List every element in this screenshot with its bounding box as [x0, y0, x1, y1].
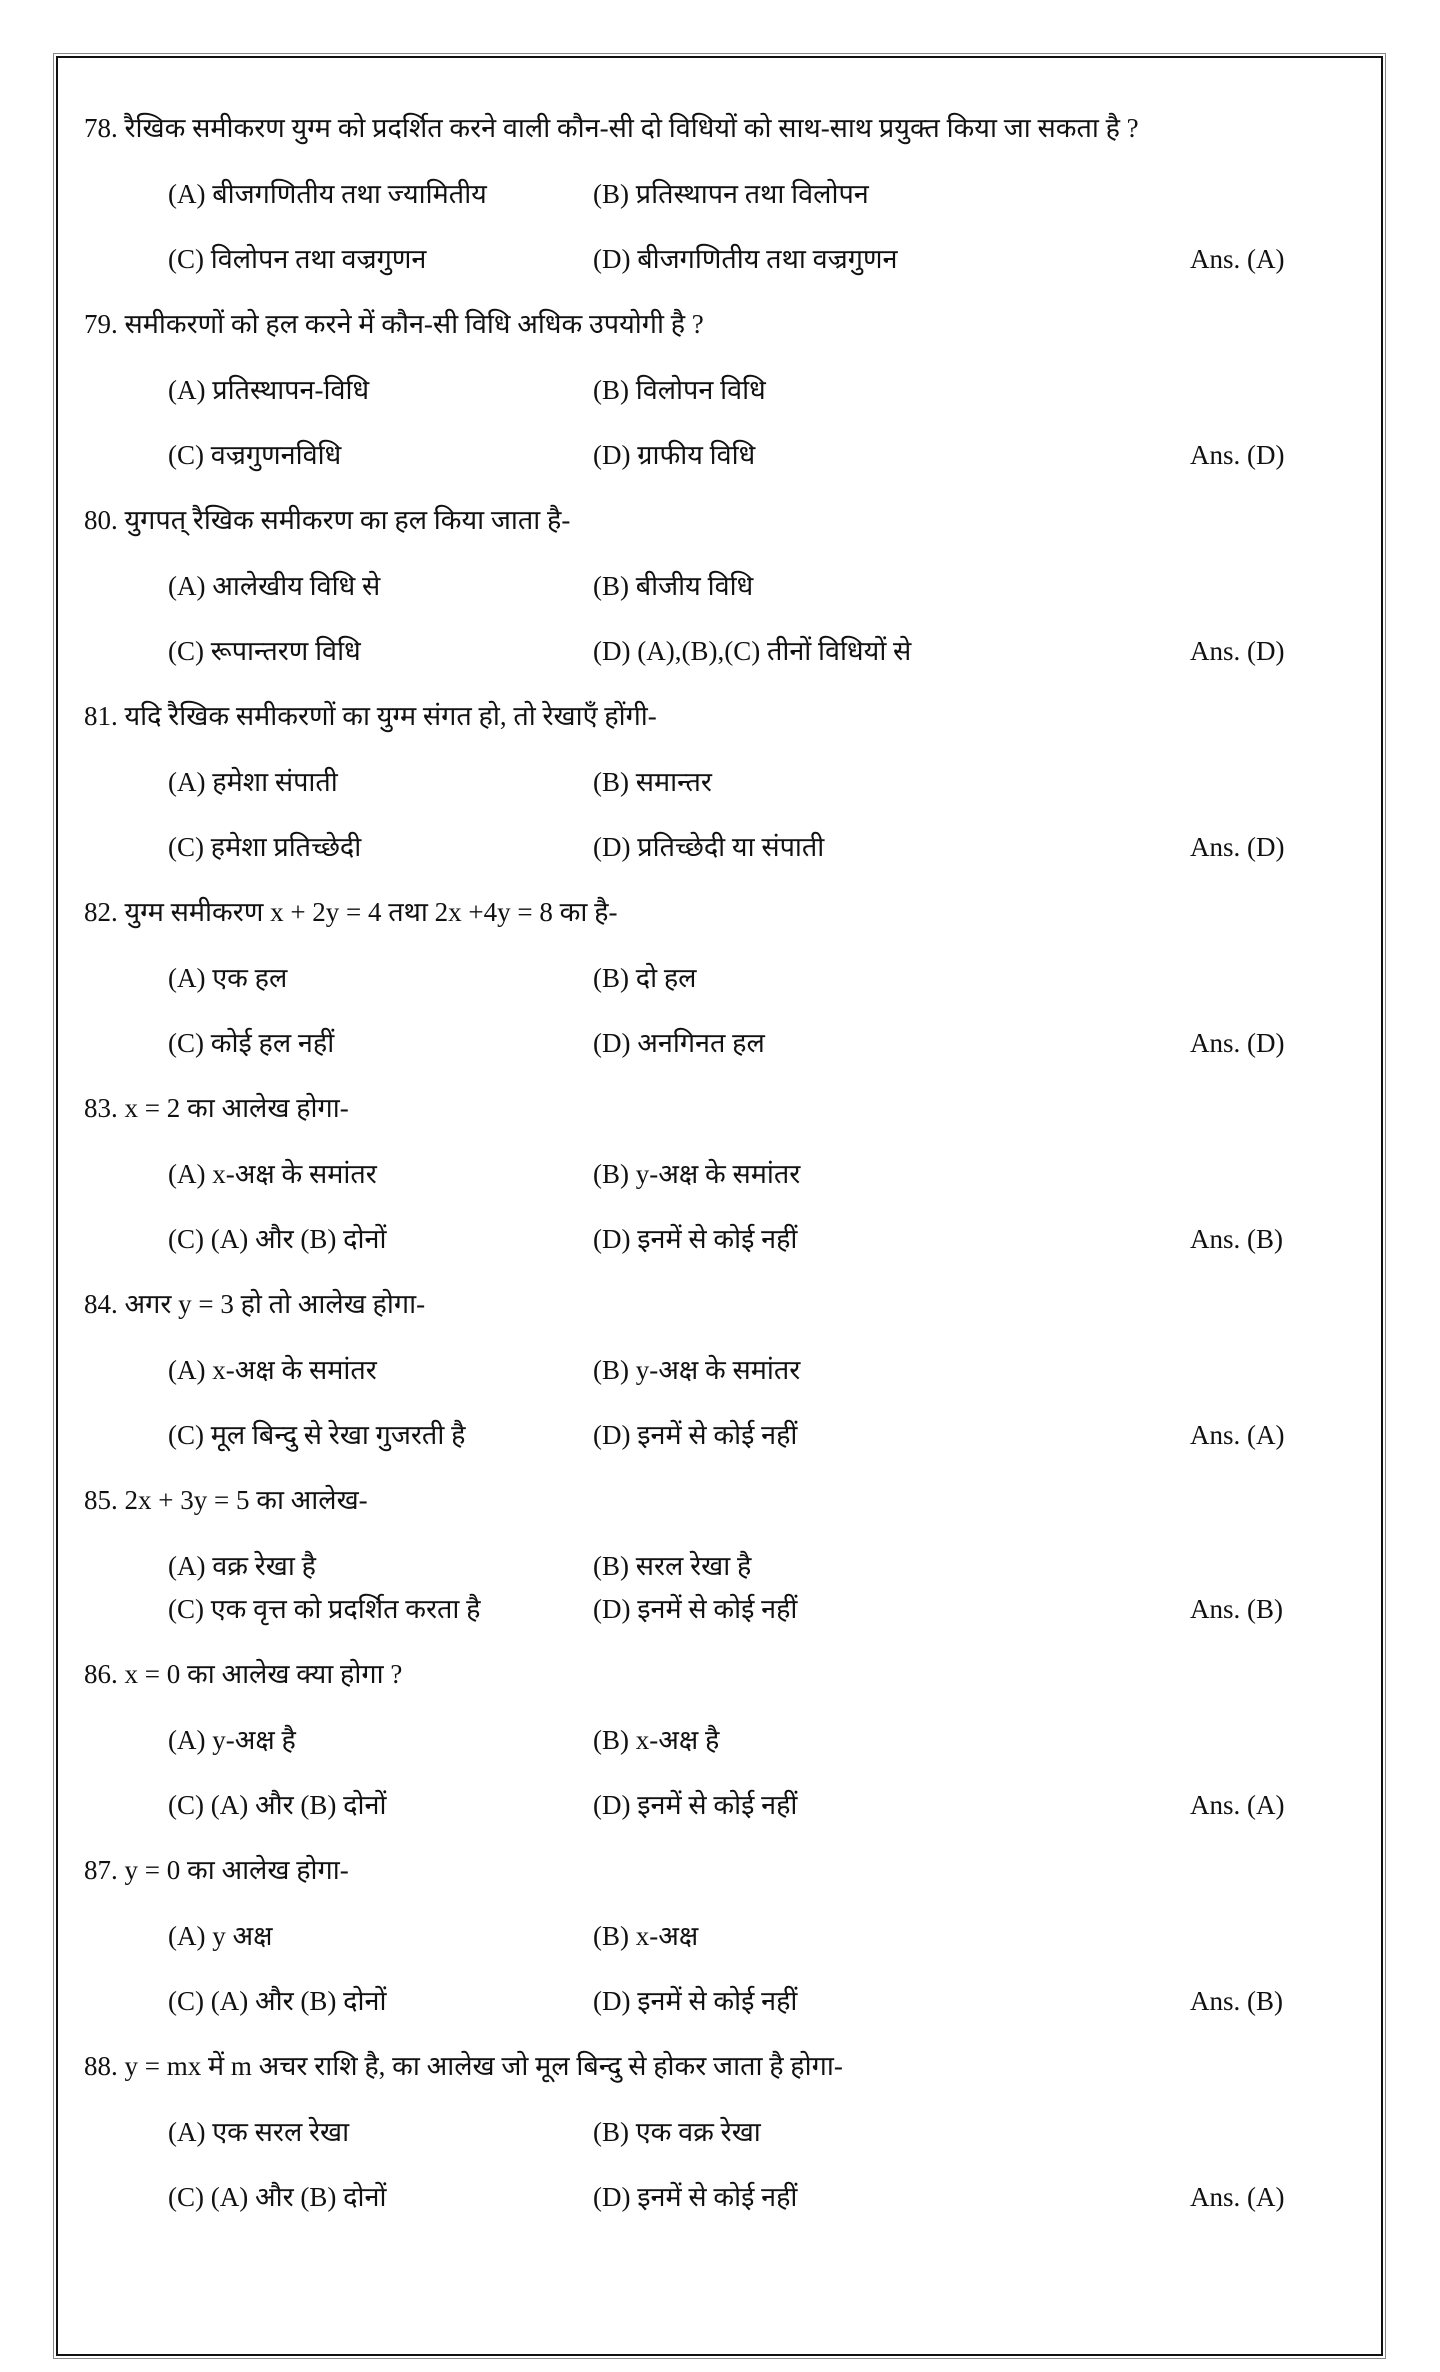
option-87-c: (C) (A) और (B) दोनों [168, 1986, 387, 2016]
question-81: 81. यदि रैखिक समीकरणों का युग्म संगत हो, तो रेखाएँ होंगी- [84, 701, 657, 731]
option-86-a: (A) y-अक्ष है [168, 1725, 296, 1755]
answer-79: Ans. (D) [1190, 440, 1285, 470]
answer-85: Ans. (B) [1190, 1594, 1283, 1624]
option-82-d: (D) अनगिनत हल [593, 1028, 765, 1058]
question-84: 84. अगर y = 3 हो तो आलेख होगा- [84, 1289, 426, 1319]
option-88-b: (B) एक वक्र रेखा [593, 2117, 761, 2147]
option-85-a: (A) वक्र रेखा है [168, 1551, 316, 1581]
option-83-d: (D) इनमें से कोई नहीं [593, 1224, 798, 1254]
option-87-b: (B) x-अक्ष [593, 1921, 699, 1951]
option-86-d: (D) इनमें से कोई नहीं [593, 1790, 798, 1820]
option-83-a: (A) x-अक्ष के समांतर [168, 1159, 377, 1189]
option-84-c: (C) मूल बिन्दु से रेखा गुजरती है [168, 1420, 466, 1450]
option-88-a: (A) एक सरल रेखा [168, 2117, 350, 2147]
question-88: 88. y = mx में m अचर राशि है, का आलेख जो मूल बिन्दु से होकर जाता है होगा- [84, 2051, 843, 2081]
option-85-d: (D) इनमें से कोई नहीं [593, 1594, 798, 1624]
question-83: 83. x = 2 का आलेख होगा- [84, 1093, 349, 1123]
option-83-b: (B) y-अक्ष के समांतर [593, 1159, 801, 1189]
option-86-b: (B) x-अक्ष है [593, 1725, 720, 1755]
question-86: 86. x = 0 का आलेख क्या होगा ? [84, 1659, 403, 1689]
option-79-d: (D) ग्राफीय विधि [593, 440, 756, 470]
option-83-c: (C) (A) और (B) दोनों [168, 1224, 387, 1254]
option-79-a: (A) प्रतिस्थापन-विधि [168, 375, 370, 405]
question-85: 85. 2x + 3y = 5 का आलेख- [84, 1485, 368, 1515]
option-87-d: (D) इनमें से कोई नहीं [593, 1986, 798, 2016]
option-80-d: (D) (A),(B),(C) तीनों विधियों से [593, 636, 912, 666]
question-82: 82. युग्म समीकरण x + 2y = 4 तथा 2x +4y = 8 का है- [84, 897, 618, 927]
answer-83: Ans. (B) [1190, 1224, 1283, 1254]
answer-78: Ans. (A) [1190, 244, 1285, 274]
answer-80: Ans. (D) [1190, 636, 1285, 666]
option-84-a: (A) x-अक्ष के समांतर [168, 1355, 377, 1385]
option-81-a: (A) हमेशा संपाती [168, 767, 338, 797]
option-78-b: (B) प्रतिस्थापन तथा विलोपन [593, 179, 869, 209]
option-80-c: (C) रूपान्तरण विधि [168, 636, 361, 666]
option-85-c: (C) एक वृत्त को प्रदर्शित करता है [168, 1594, 481, 1624]
option-79-c: (C) वज्रगुणनविधि [168, 440, 342, 470]
question-87: 87. y = 0 का आलेख होगा- [84, 1855, 349, 1885]
question-80: 80. युगपत् रैखिक समीकरण का हल किया जाता है- [84, 505, 571, 535]
option-86-c: (C) (A) और (B) दोनों [168, 1790, 387, 1820]
answer-86: Ans. (A) [1190, 1790, 1285, 1820]
option-82-c: (C) कोई हल नहीं [168, 1028, 335, 1058]
question-78: 78. रैखिक समीकरण युग्म को प्रदर्शित करने वाली कौन-सी दो विधियों को साथ-साथ प्रयुक्त किया जा सकता है ? [84, 113, 1139, 143]
answer-82: Ans. (D) [1190, 1028, 1285, 1058]
option-87-a: (A) y अक्ष [168, 1921, 273, 1951]
answer-84: Ans. (A) [1190, 1420, 1285, 1450]
option-79-b: (B) विलोपन विधि [593, 375, 766, 405]
option-82-b: (B) दो हल [593, 963, 697, 993]
option-81-b: (B) समान्तर [593, 767, 712, 797]
question-79: 79. समीकरणों को हल करने में कौन-सी विधि अधिक उपयोगी है ? [84, 309, 704, 339]
option-78-c: (C) विलोपन तथा वज्रगुणन [168, 244, 427, 274]
option-85-b: (B) सरल रेखा है [593, 1551, 752, 1581]
option-80-a: (A) आलेखीय विधि से [168, 571, 381, 601]
option-78-a: (A) बीजगणितीय तथा ज्यामितीय [168, 179, 487, 209]
option-88-c: (C) (A) और (B) दोनों [168, 2182, 387, 2212]
option-84-b: (B) y-अक्ष के समांतर [593, 1355, 801, 1385]
option-80-b: (B) बीजीय विधि [593, 571, 754, 601]
answer-87: Ans. (B) [1190, 1986, 1283, 2016]
option-78-d: (D) बीजगणितीय तथा वज्रगुणन [593, 244, 898, 274]
option-84-d: (D) इनमें से कोई नहीं [593, 1420, 798, 1450]
answer-81: Ans. (D) [1190, 832, 1285, 862]
option-81-d: (D) प्रतिच्छेदी या संपाती [593, 832, 825, 862]
answer-88: Ans. (A) [1190, 2182, 1285, 2212]
option-82-a: (A) एक हल [168, 963, 288, 993]
option-81-c: (C) हमेशा प्रतिच्छेदी [168, 832, 362, 862]
option-88-d: (D) इनमें से कोई नहीं [593, 2182, 798, 2212]
